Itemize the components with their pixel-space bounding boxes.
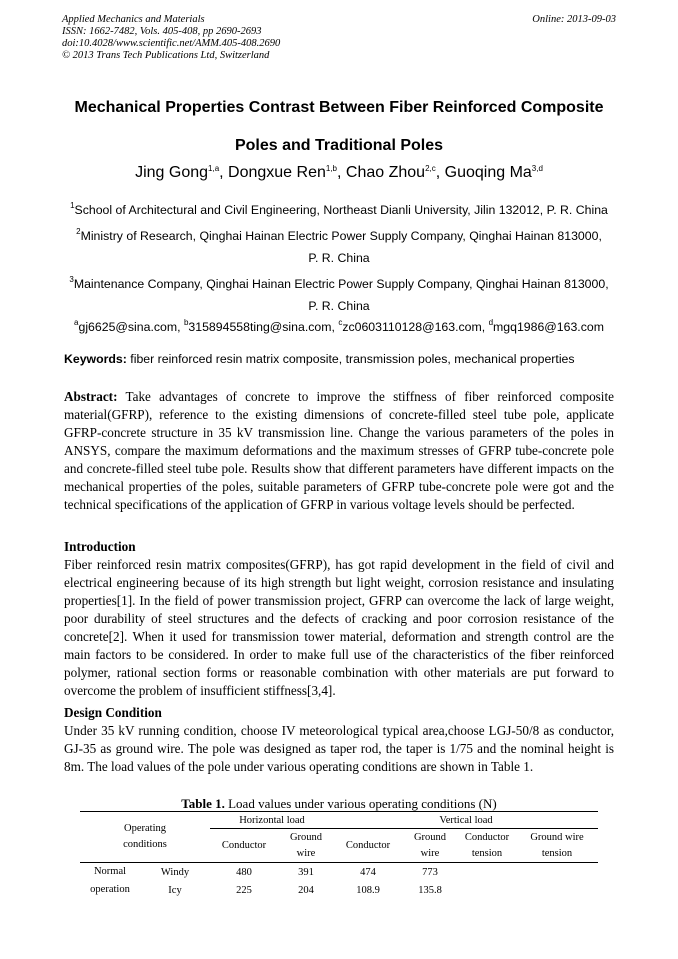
email: gj6625@sina.com, [78, 320, 181, 334]
author-name: Guoqing Ma [444, 164, 532, 181]
table-cell [516, 863, 598, 882]
abstract-label: Abstract: [64, 389, 118, 404]
design-heading: Design Condition [64, 705, 162, 720]
table-group-label: Normal operation [90, 866, 130, 895]
online-date: Online: 2013-09-03 [532, 14, 616, 25]
abstract-text: Take advantages of concrete to improve the stiffness of fiber reinforced composite material(GFRP), reference to the existing dimensions of concrete-filled steel tube pole, applicate GFRP-concrete structure in 35 kV transmission line. Change the various parameters of the poles in ANSYS, compare the maximum deformations and the maximum stresses of GFRP tube-concrete pole and concrete-filled steel tube pole. Results show that different parameters have different impacts on the mechanical properties of the poles, suitable parameters of GFRP tube-concrete pole were got and the technical specifications of the application of GFRP in various voltage levels should be perfected. [64, 389, 614, 512]
table-header-operating: Operating conditions [80, 812, 210, 863]
author-sup: 1,a [208, 164, 220, 173]
design-text: Under 35 kV running condition, choose IV meteorological typical area,choose LGJ-50/8 as conductor, GJ-35 as ground wire. The pole was designed as taper rod, the taper is 1/75 and the nominal height is 8m. The load values of the pole under various operating conditions are shown in Table 1. [64, 723, 614, 774]
table-cell: 480 [236, 866, 252, 878]
table-cell: Icy [168, 884, 182, 896]
affiliation-1: $^1$School of Architectural and Civil Engineering, Northeast Dianli University, Jilin 132012, P. R. China [70, 201, 608, 217]
table-row [80, 882, 598, 899]
table-cell: 474 [360, 866, 376, 878]
affiliation-2: $^2$Ministry of Research, Qinghai Hainan Electric Power Supply Company, Qinghai Hainan 813000, P. R. China [76, 227, 602, 265]
keywords-text: fiber reinforced resin matrix composite, transmission poles, mechanical properties [130, 352, 575, 366]
table-header-cell: Ground wire tension [530, 831, 584, 859]
author-name: Dongxue Ren [228, 164, 326, 181]
author-name: Jing Gong [135, 164, 209, 181]
table-cell: Windy [160, 866, 190, 878]
author-sup: 1,b [325, 164, 337, 173]
issn-line: ISSN: 1662-7482, Vols. 405-408, pp 2690-2693 [62, 26, 262, 37]
table-cell [516, 882, 598, 899]
table-cell [458, 863, 516, 882]
doi-line: doi:10.4028/www.scientific.net/AMM.405-408.2690 [62, 38, 281, 49]
table-cell: 108.9 [356, 884, 380, 896]
table-cell: 773 [422, 866, 438, 878]
email: 315894558ting@sina.com, [188, 320, 335, 334]
email: mgq1986@163.com [493, 320, 604, 334]
table-cell: 225 [236, 884, 252, 896]
copyright-line: © 2013 Trans Tech Publications Ltd, Switzerland [62, 50, 270, 61]
keywords-label: Keywords: [64, 352, 127, 366]
table-header-cell: Conductor [221, 839, 267, 851]
introduction-heading: Introduction [64, 539, 136, 554]
table-cell [458, 882, 516, 899]
abstract [64, 388, 614, 514]
table-cell: 204 [298, 884, 314, 896]
table-header-cell: Ground wire [289, 831, 323, 859]
paper-title [40, 89, 638, 165]
author-list: Jing Gong$^{1,a}$, Dongxue Ren$^{1,b}$, Chao Zhou$^{2,c}$, Guoqing Ma$^{3,d}$ [135, 164, 543, 181]
load-values-table [80, 811, 598, 899]
affiliation-3: $^3$Maintenance Company, Qinghai Hainan Electric Power Supply Company, Qinghai Hainan 813000, P. R. China [69, 275, 609, 313]
author-name: Chao Zhou [345, 164, 426, 181]
keywords [64, 352, 614, 366]
introduction-text: Fiber reinforced resin matrix composites(GFRP), has got rapid development in the field of civil and electrical engineering because of its high strength but light weight, corrosion resistance and insulating properties[1]. In the field of power transmission project, GFRP can overcome the lack of large weight, poor durability of steel structures and the defects of cracking and poor corrosion resistance of the concrete[2]. When it used for transmission tower material, deformation and strength control are the main factors to be considered. In order to make full use of the characteristics of the fiber reinforced polymer, rational section forms or reasonable combination with other materials are put forward to overcome the problem of insufficient stiffness[3,4]. [64, 557, 614, 698]
table-header-horizontal: Horizontal load [210, 812, 334, 829]
journal-header [62, 14, 616, 62]
author-sup: 3,d [531, 164, 543, 173]
table-cell: 391 [298, 866, 314, 878]
table-header-cell: Conductor tension [464, 831, 510, 859]
author-sup: 2,c [425, 164, 436, 173]
table-row [80, 863, 598, 882]
journal-name: Applied Mechanics and Materials [62, 14, 205, 25]
table-cell: 135.8 [418, 884, 442, 896]
table-caption: Table 1. Load values under various operating conditions (N) [181, 796, 497, 811]
title-line-2: Poles and Traditional Poles [234, 137, 444, 154]
title-line-1: Mechanical Properties Contrast Between Fiber Reinforced Composite [74, 99, 604, 116]
table-header-cell: Conductor [345, 839, 391, 851]
email-list: $^a$gj6625@sina.com, $^b$315894558ting@sina.com, $^c$zc0603110128@163.com, $^d$mgq1986@163.com [74, 318, 604, 334]
email: zc0603110128@163.com, [342, 320, 486, 334]
table-header-cell: Ground wire [413, 831, 447, 859]
table-header-vertical: Vertical load [334, 812, 598, 829]
